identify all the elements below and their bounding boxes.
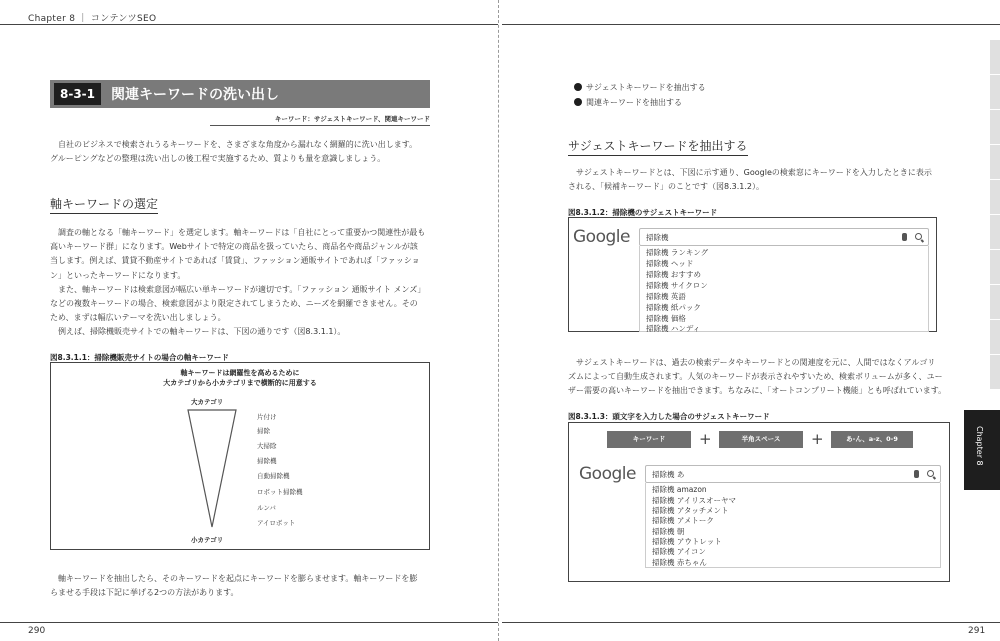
text-line: 高いキーワード群」になります。Webサイトで特定の商品を扱っていたら、商品名や商品ジャンルが該 — [50, 242, 418, 252]
bullet-dot — [574, 83, 582, 91]
search-bar — [645, 465, 941, 483]
figure-caption: 図8.3.1.3：頭文字を入力した場合のサジェストキーワード — [568, 412, 770, 421]
header-rule — [0, 24, 498, 25]
keyword-item: 掃除機 — [257, 457, 277, 465]
text-line: ン」といったキーワードになります。 — [50, 270, 186, 280]
text-line: また、軸キーワードは検索意図が幅広い単キーワードが適切です。「ファッション 通販サイト メンズ」 — [58, 284, 426, 294]
suggestion-item: 掃除機 紙パック — [646, 303, 701, 312]
text-line: 当します。例えば、賃貸不動産サイトであれば「賃貸」、ファッション通販サイトであれば「ファッショ — [50, 256, 420, 266]
text-line: などの複数キーワードの場合、検索意図がより限定されてしまうため、ニーズを網羅できません。その — [50, 299, 418, 309]
plus-sign: + — [811, 430, 824, 448]
index-tab — [990, 180, 1000, 214]
suggestion-item: 掃除機 アウトレット — [652, 537, 722, 546]
subhead-suggest: サジェストキーワードを抽出する — [568, 137, 748, 156]
initial-letter-pill: あ-ん、a-z、0-9 — [831, 431, 913, 448]
bottom-category-label: 小カテゴリ — [191, 536, 224, 544]
body-paragraph — [50, 226, 440, 340]
text-line: ズムによって自動生成されます。人気のキーワードが表示されやすいため、検索ボリュームが多く、ユー — [568, 372, 943, 382]
suggestion-item: 掃除機 価格 — [646, 314, 686, 323]
text-line: される、「候補キーワード」のことです（図8.3.1.2）。 — [568, 182, 764, 192]
running-header: Chapter 8 ｜ コンテンツSEO — [28, 14, 157, 24]
figure-note: 軸キーワードは網羅性を高めるために — [180, 369, 300, 377]
google-logo: Google — [579, 464, 636, 484]
keyword-item: 掃除 — [257, 427, 270, 435]
suggestion-item: 掃除機 サイクロン — [646, 281, 708, 290]
section-number: 8-3-1 — [54, 83, 101, 105]
keyword-item: 大掃除 — [257, 442, 277, 450]
keywords-line: キーワード：サジェストキーワード、関連キーワード — [210, 114, 430, 126]
figure-caption: 図8.3.1.1：掃除機販売サイトの場合の軸キーワード — [50, 353, 229, 362]
section-title: 関連キーワードの洗い出し — [111, 87, 280, 103]
top-category-label: 大カテゴリ — [191, 398, 224, 406]
page-number: 290 — [28, 626, 46, 636]
text-line: らませる手段は下記に挙げる2つの方法があります。 — [50, 588, 239, 598]
text-line: ため、まずは幅広いテーマを洗い出しましょう。 — [50, 313, 226, 323]
keyword-item: ルンバ — [257, 504, 276, 512]
keyword-item: ロボット掃除機 — [257, 488, 303, 496]
suggestion-item: 掃除機 ハンディ — [646, 324, 701, 333]
text-line: サジェストキーワードとは、下図に示す通り、Googleの検索窓にキーワードを入力したときに表示 — [576, 168, 932, 177]
text-line: 調査の軸となる「軸キーワード」を選定します。軸キーワードは「自社にとって重要かつ関連性が最も — [58, 228, 426, 237]
bullet-item — [574, 97, 682, 108]
suggestion-item: 掃除機 アイコン — [652, 547, 706, 556]
plus-sign: + — [699, 430, 712, 448]
index-tab — [990, 320, 1000, 354]
keyword-item: 片付け — [257, 413, 277, 421]
search-query: 掃除機 — [646, 233, 669, 242]
keyword-item: 自動掃除機 — [257, 472, 290, 480]
figure-caption: 図8.3.1.2：掃除機のサジェストキーワード — [568, 208, 718, 217]
suggestion-item: 掃除機 英語 — [646, 292, 686, 301]
search-icon — [915, 233, 922, 240]
suggestion-item: 掃除機 朝 — [652, 527, 685, 536]
suggestion-list — [639, 246, 929, 332]
space-pill: 半角スペース — [719, 431, 803, 448]
index-tab — [990, 40, 1000, 74]
left-page — [0, 0, 498, 641]
suggest-intro-paragraph — [568, 166, 958, 194]
text-line: 自社のビジネスで検索されうるキーワードを、さまざまな角度から漏れなく網羅的に洗い出します。 — [58, 140, 418, 149]
index-tab — [990, 285, 1000, 319]
text-line: 軸キーワードを抽出したら、そのキーワードを起点にキーワードを膨らませます。軸キーワードを膨 — [58, 574, 418, 583]
search-query: 掃除機 あ — [652, 470, 685, 479]
suggest-body-paragraph — [568, 356, 968, 399]
keyword-item: アイロボット — [257, 519, 296, 527]
figure-note: 大カテゴリから小カテゴリまで横断的に用意する — [163, 379, 317, 387]
index-tabs — [990, 40, 1000, 390]
initial-letter-suggest-figure — [568, 422, 950, 582]
suggest-figure — [568, 217, 937, 332]
suggestion-item: 掃除機 おすすめ — [646, 270, 701, 279]
text-line: グルーピングなどの整理は洗い出しの後工程で実施するため、質よりも量を意識しましょう。 — [50, 154, 386, 164]
index-tab — [990, 355, 1000, 389]
subhead-axis-keyword: 軸キーワードの選定 — [50, 195, 158, 214]
footer-rule — [502, 622, 1000, 623]
suggestion-item: 掃除機 赤ちゃん — [652, 558, 707, 567]
bullet-text: 関連キーワードを抽出する — [586, 98, 682, 107]
suggestion-item: 掃除機 ヘッド — [646, 259, 694, 268]
mic-icon — [914, 470, 919, 478]
footer-rule — [0, 622, 498, 623]
keyword-pill: キーワード — [607, 431, 691, 448]
bullet-text: サジェストキーワードを抽出する — [586, 83, 706, 92]
bullet-dot — [574, 98, 582, 106]
text-line: 例えば、掃除機販売サイトでの軸キーワードは、下図の通りです（図8.3.1.1）。 — [58, 327, 346, 337]
mic-icon — [902, 233, 907, 241]
chapter-tab-label: Chapter 8 — [975, 426, 984, 466]
gutter-fold — [498, 0, 499, 641]
search-bar — [639, 228, 929, 246]
suggestion-item: 掃除機 ランキング — [646, 248, 709, 257]
section-title-bar — [50, 80, 430, 108]
search-icon — [927, 470, 934, 477]
intro-paragraph — [50, 138, 435, 166]
axis-keyword-figure — [50, 362, 430, 550]
index-tab — [990, 110, 1000, 144]
suggestion-item: 掃除機 アメトーク — [652, 516, 714, 525]
header-rule — [502, 24, 1000, 25]
index-tab — [990, 215, 1000, 249]
bullet-item — [574, 82, 706, 93]
suggestion-item: 掃除機 アタッチメント — [652, 506, 729, 515]
suggestion-item: 掃除機 アイリスオーヤマ — [652, 496, 737, 505]
inverted-triangle-graphic — [187, 409, 237, 529]
text-line: サジェストキーワードは、過去の検索データやキーワードとの関連度を元に、人間ではなくアルゴリ — [576, 358, 936, 367]
index-tab — [990, 145, 1000, 179]
index-tab — [990, 250, 1000, 284]
suggestion-list — [645, 483, 941, 568]
right-page — [502, 0, 1000, 641]
index-tab — [990, 75, 1000, 109]
page-number: 291 — [968, 626, 986, 636]
text-line: ザー需要の高いキーワードを抽出できます。ちなみに、「オートコンプリート機能」とも呼ばれています。 — [568, 386, 947, 396]
closing-paragraph — [50, 572, 440, 600]
chapter-tab — [964, 410, 1000, 490]
google-logo: Google — [573, 227, 630, 247]
suggestion-item: 掃除機 amazon — [652, 485, 707, 494]
